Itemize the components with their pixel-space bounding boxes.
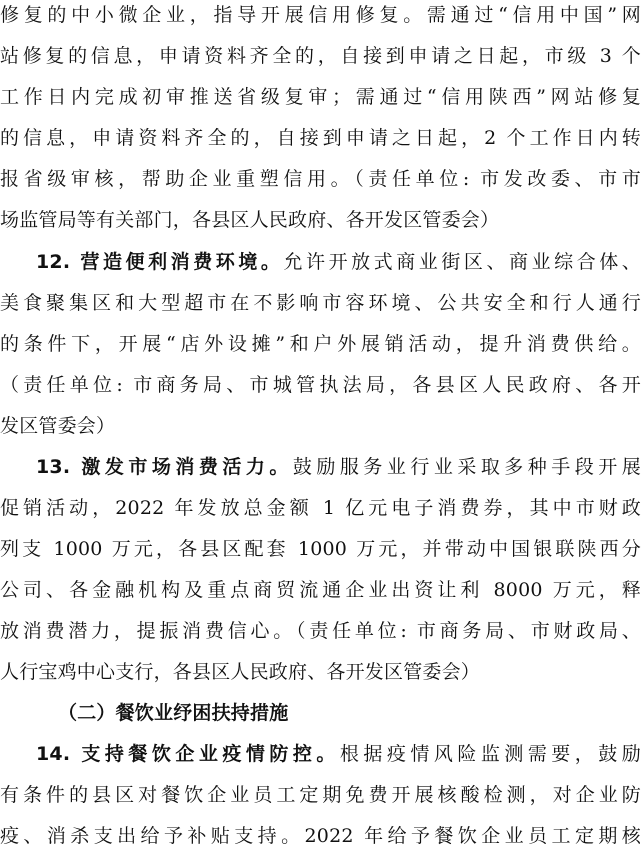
body-line — [0, 45, 641, 67]
section-heading — [58, 702, 641, 724]
body-line — [0, 538, 641, 560]
item-heading: 14. 支持餐饮企业疫情防控。 — [36, 743, 340, 765]
body-line — [0, 620, 641, 642]
section-item-12 — [36, 251, 641, 273]
body-line — [0, 497, 641, 519]
body-line — [0, 784, 641, 806]
line-text: （责任单位: 市商务局、市城管执法局，各县区人民政府、各开 — [0, 374, 641, 396]
line-text: 疫、消杀支出给予补贴支持。2022 年给予餐饮企业员工定期核 — [0, 825, 641, 847]
body-line — [0, 209, 641, 231]
line-text: 鼓励服务业行业采取多种手段开展 — [292, 456, 641, 478]
line-text: 根据疫情风险监测需要，鼓励 — [339, 743, 641, 765]
line-text: 有条件的县区对餐饮企业员工定期免费开展核酸检测，对企业防 — [0, 784, 641, 806]
body-line — [0, 292, 641, 314]
line-text: 允许开放式商业街区、商业综合体、 — [283, 251, 641, 273]
body-line — [0, 4, 641, 26]
line-text: 场监管局等有关部门，各县区人民政府、各开发区管委会） — [0, 209, 500, 231]
line-text: 的条件下，开展“店外设摊”和户外展销活动，提升消费供给。 — [0, 333, 641, 355]
line-text: 发区管委会） — [0, 415, 116, 437]
body-line — [0, 661, 641, 683]
body-line — [0, 374, 641, 396]
item-heading: 12. 营造便利消费环境。 — [36, 251, 284, 273]
line-text: 美食聚集区和大型超市在不影响市容环境、公共安全和行人通行 — [0, 292, 641, 314]
section-heading-text: （二）餐饮业纾困扶持措施 — [58, 702, 289, 724]
body-line — [0, 415, 641, 437]
line-text: 列支 1000 万元，各县区配套 1000 万元，并带动中国银联陕西分 — [0, 538, 641, 560]
section-item-13 — [36, 456, 641, 478]
line-text: 促销活动，2022 年发放总金额 1 亿元电子消费券，其中市财政 — [0, 497, 641, 519]
line-text: 站修复的信息，申请资料齐全的，自接到申请之日起，市级 3 个 — [0, 45, 641, 67]
section-item-14 — [36, 743, 641, 765]
body-line — [0, 127, 641, 149]
line-text: 报省级审核，帮助企业重塑信用。（责任单位: 市发改委、市市 — [0, 168, 641, 190]
line-text: 修复的中小微企业，指导开展信用修复。需通过“信用中国”网 — [0, 4, 641, 26]
line-text: 人行宝鸡中心支行，各县区人民政府、各开发区管委会） — [0, 661, 481, 683]
item-heading: 13. 激发市场消费活力。 — [36, 456, 293, 478]
line-text: 工作日内完成初审推送省级复审；需通过“信用陕西”网站修复 — [0, 86, 641, 108]
line-text: 公司、各金融机构及重点商贸流通企业出资让利 8000 万元，释 — [0, 579, 641, 601]
body-line — [0, 579, 641, 601]
body-line — [0, 168, 641, 190]
body-line — [0, 825, 641, 847]
body-line — [0, 86, 641, 108]
body-line — [0, 333, 641, 355]
line-text: 放消费潜力，提振消费信心。（责任单位: 市商务局、市财政局、 — [0, 620, 641, 642]
line-text: 的信息，申请资料齐全的，自接到申请之日起，2 个工作日内转 — [0, 127, 641, 149]
